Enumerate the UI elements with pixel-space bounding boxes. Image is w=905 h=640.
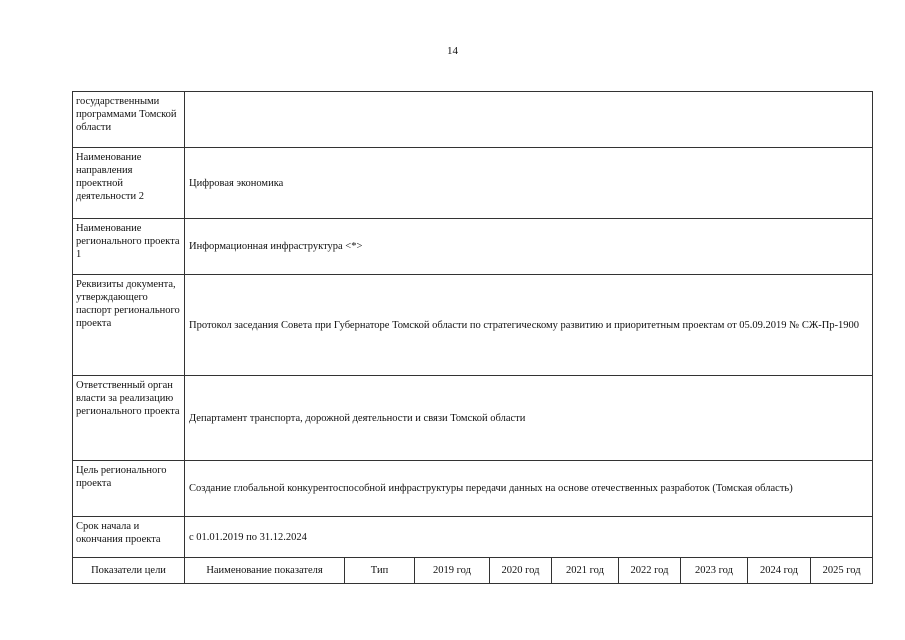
row-value: Цифровая экономика [185,148,873,219]
table-row [73,517,873,558]
header-cell: 2020 год [490,558,552,584]
header-cell: 2019 год [415,558,490,584]
header-cell: Тип [345,558,415,584]
row-value: Департамент транспорта, дорожной деятельности и связи Томской области [185,376,873,461]
table-row [73,148,873,219]
row-value [185,92,873,148]
row-label: Ответственный орган власти за реализацию регионального проекта [73,376,185,461]
table-row [73,219,873,275]
table-row [73,92,873,148]
row-value: Протокол заседания Совета при Губернаторе Томской области по стратегическому развитию и приоритетным проектам от 05.09.2019 № СЖ-Пр-1900 [185,275,873,376]
indicator-header-row [73,558,873,584]
row-label: Срок начала и окончания проекта [73,517,185,558]
row-value: Информационная инфраструктура <*> [185,219,873,275]
header-cell: 2021 год [552,558,619,584]
header-cell: Показатели цели [73,558,185,584]
row-value: Создание глобальной конкурентоспособной инфраструктуры передачи данных на основе отечественных разработок (Томская область) [185,461,873,517]
table-row [73,461,873,517]
page-number: 14 [447,45,458,57]
row-label: Цель регионального проекта [73,461,185,517]
row-label: государственными программами Томской области [73,92,185,148]
passport-table [72,91,873,584]
row-label: Наименование направления проектной деятельности 2 [73,148,185,219]
table-row [73,275,873,376]
row-label: Реквизиты документа, утверждающего паспорт регионального проекта [73,275,185,376]
header-cell: 2025 год [811,558,873,584]
row-value: с 01.01.2019 по 31.12.2024 [185,517,873,558]
header-cell: Наименование показателя [185,558,345,584]
header-cell: 2023 год [681,558,748,584]
header-cell: 2022 год [619,558,681,584]
header-cell: 2024 год [748,558,811,584]
table-row [73,376,873,461]
row-label: Наименование регионального проекта 1 [73,219,185,275]
